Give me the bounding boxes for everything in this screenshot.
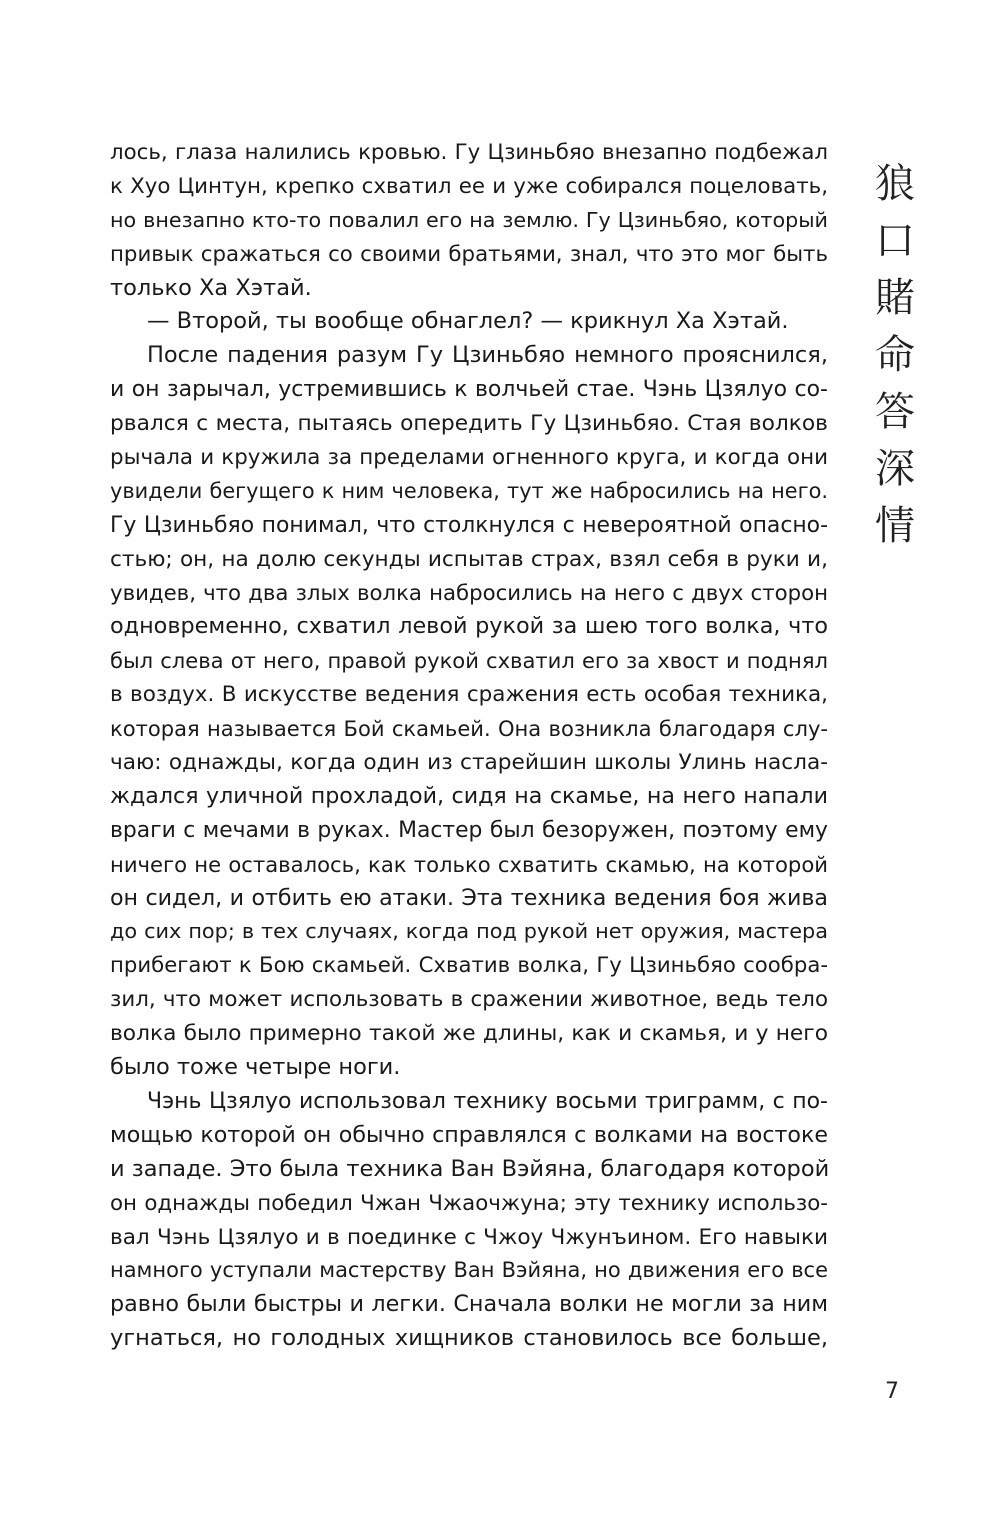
chapter-title-char: 命	[875, 332, 915, 378]
text-line: увидели бегущего к ним человека, тут же набросились на него.	[110, 478, 828, 503]
text-line: враги с мечами в руках. Мастер был безоружен, поэтому ему	[110, 817, 828, 843]
text-line: привык сражаться со своими братьями, знал, что это мог быть	[110, 241, 828, 267]
text-line: — Второй, ты вообще обнаглел? — крикнул Ха Хэтай.	[147, 308, 789, 335]
text-line: только Ха Хэтай.	[110, 274, 312, 301]
text-line: рвался с места, пытаясь опередить Гу Цзиньбяо. Стая волков	[110, 411, 828, 437]
text-line: одновременно, схватил левой рукой за шею того волка, что	[110, 613, 828, 640]
page-number: 7	[885, 1379, 899, 1404]
text-line: рычала и кружила за пределами огненного круга, и когда они	[110, 445, 828, 471]
text-line: ждался уличной прохладой, сидя на скамье, на него напали	[110, 782, 828, 809]
chapter-title-vertical	[867, 156, 923, 555]
text-line: он сидел, и отбить ею атаки. Эта техника ведения боя жива	[110, 884, 828, 911]
text-line: волка было примерно такой же длины, как и скамья, и у него	[110, 1021, 828, 1047]
chapter-title-char: 賭	[875, 275, 915, 321]
text-line: и он зарычал, устремившись к волчьей стае. Чэнь Цзялуо со-	[110, 377, 828, 403]
text-line: равно были быстры и легки. Сначала волки не могли за ним	[110, 1291, 828, 1318]
text-line: Чэнь Цзялуо использовал технику восьми триграмм, с по-	[147, 1088, 828, 1114]
text-line: в воздух. В искусстве ведения сражения есть особая техника,	[110, 682, 828, 708]
text-line: которая называется Бой скамьей. Она возникла благодаря слу-	[110, 716, 828, 742]
chapter-title-char: 深	[875, 446, 915, 492]
chapter-title-char: 情	[875, 503, 915, 549]
chapter-title-char: 口	[875, 218, 915, 264]
text-line: прибегают к Бою скамьей. Схватив волка, Гу Цзиньбяо сообра-	[110, 953, 828, 979]
text-line: После падения разум Гу Цзиньбяо немного прояснился,	[147, 342, 828, 369]
chapter-title-char: 狼	[875, 161, 915, 207]
text-line: зил, что может использовать в сражении животное, ведь тело	[110, 987, 828, 1013]
text-line: до сих пор; в тех случаях, когда под рукой нет оружия, мастера	[110, 919, 828, 944]
body-text	[110, 136, 828, 1356]
text-line: чаю: однажды, когда один из старейшин школы Улинь насла-	[110, 750, 828, 776]
text-line: Гу Цзиньбяо понимал, что столкнулся с невероятной опасно-	[110, 512, 828, 538]
text-line: но внезапно кто-то повалил его на землю. Гу Цзиньбяо, который	[110, 207, 828, 232]
text-line: вал Чэнь Цзялуо и в поединке с Чжоу Чжунъином. Его навыки	[110, 1224, 828, 1250]
text-line: был слева от него, правой рукой схватил его за хвост и поднял	[110, 648, 828, 674]
text-line: он однажды победил Чжан Чжаочжуна; эту технику использо-	[110, 1190, 828, 1216]
text-line: лось, глаза налились кровью. Гу Цзиньбяо внезапно подбежал	[110, 140, 828, 165]
text-line: стью; он, на долю секунды испытав страх, взял себя в руки и,	[110, 546, 828, 572]
text-line: мощью которой он обычно справлялся с волками на востоке	[110, 1121, 828, 1148]
text-line: и западе. Это была техника Ван Вэйяна, благодаря которой	[110, 1155, 830, 1182]
text-line: было тоже четыре ноги.	[110, 1054, 401, 1081]
text-line: к Хуо Цинтун, крепко схватил ее и уже собирался поцеловать,	[110, 173, 828, 199]
chapter-title-char: 答	[875, 389, 915, 435]
text-line: ничего не оставалось, как только схватить скамью, на которой	[110, 851, 828, 877]
text-line: намного уступали мастерству Ван Вэйяна, но движения его все	[110, 1258, 828, 1283]
text-line: увидев, что два злых волка набросились на него с двух сторон	[110, 580, 828, 606]
text-line: угнаться, но голодных хищников становилось все больше,	[110, 1325, 828, 1352]
